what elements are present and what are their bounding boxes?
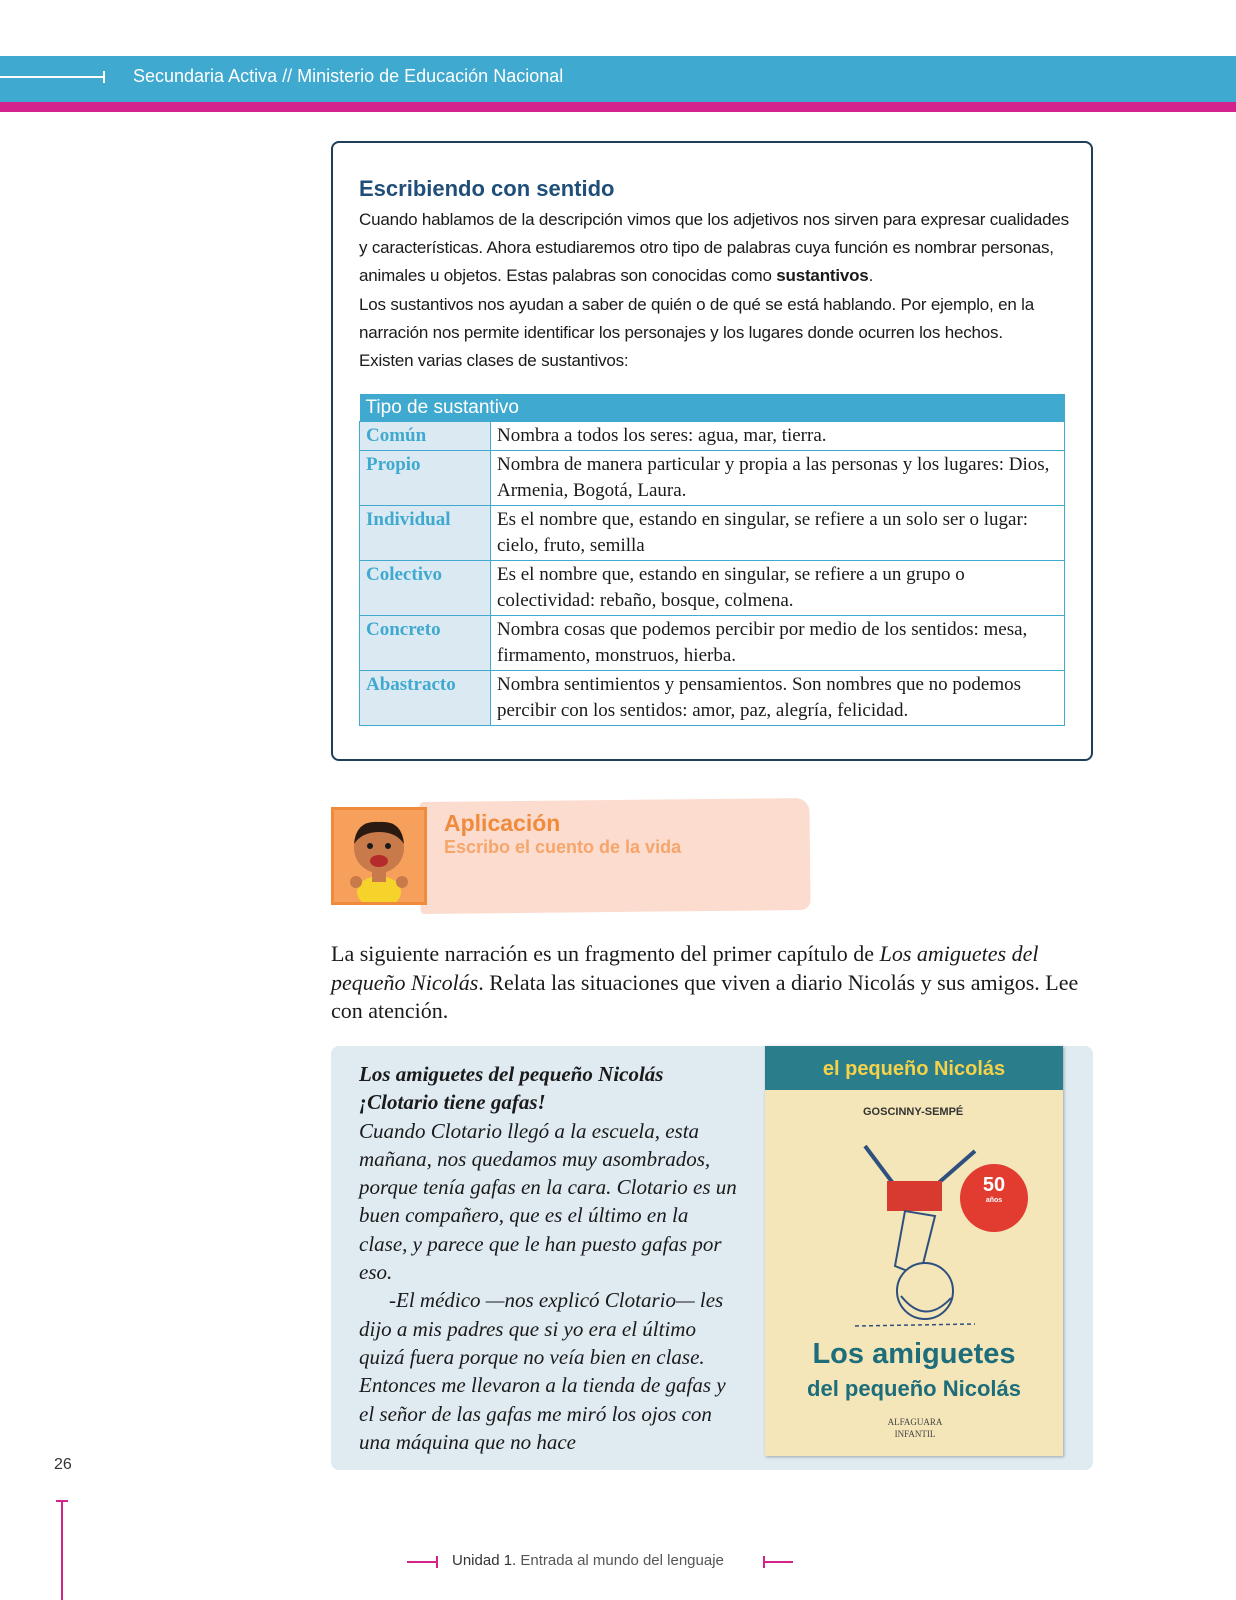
noun-type-cell: Abastracto (360, 671, 491, 726)
footer-rule-left (407, 1561, 437, 1563)
noun-desc-cell: Nombra de manera particular y propia a las personas y los lugares: Dios, Armenia, Bogotá, Laura. (491, 451, 1065, 506)
story-chapter-title: ¡Clotario tiene gafas! (359, 1090, 546, 1115)
badge-number: 50 (982, 1174, 1006, 1196)
noun-desc-cell: Nombra sentimientos y pensamientos. Son nombres que no podemos percibir con los sentidos: amor, paz, alegría, felicidad. (491, 671, 1065, 726)
intro-before: La siguiente narración es un fragmento del primer capítulo de (331, 941, 880, 966)
noun-desc-cell: Nombra cosas que podemos percibir por medio de los sentidos: mesa, firmamento, monstruos, hierba. (491, 616, 1065, 671)
table-row (360, 422, 1065, 451)
noun-desc-cell: Es el nombre que, estando en singular, se refiere a un solo ser o lugar: cielo, fruto, semilla (491, 506, 1065, 561)
story-paragraph-1: Cuando Clotario llegó a la escuela, esta mañana, nos quedamos muy asombrados, porque tenía gafas en la cara. Clotario es un buen compañero, que es el último en la clase, y parece que le han puesto gafas por eso. (359, 1118, 737, 1285)
table-row (360, 616, 1065, 671)
header-rule-tick (103, 71, 105, 83)
p1-text: Cuando hablamos de la descripción vimos que los adjetivos nos sirven para expresar cualidades y características. Ahora estudiaremos otro tipo de palabras cuya función es nombrar personas, animales u objetos. Estas palabras son conocidas como (359, 210, 1069, 286)
book-authors: GOSCINNY-SEMPÉ (863, 1106, 964, 1118)
story-excerpt (359, 1060, 739, 1456)
noun-type-cell: Colectivo (360, 561, 491, 616)
table-row (360, 561, 1065, 616)
header-rule (0, 76, 104, 78)
anniversary-badge (960, 1164, 1028, 1232)
table-row (360, 671, 1065, 726)
badge-label: años (985, 1197, 1003, 1204)
footer-unit-title (452, 1552, 724, 1569)
noun-type-cell: Común (360, 422, 491, 451)
publisher-line-1: ALFAGUARA (887, 1417, 943, 1427)
noun-desc-cell: Nombra a todos los seres: agua, mar, tierra. (491, 422, 1065, 451)
application-title: Aplicación (444, 810, 561, 836)
section-paragraph-2: Los sustantivos nos ayudan a saber de quién o de qué se está hablando. Por ejemplo, en la narración nos permite identificar los personajes y los lugares donde ocurren los hechos. (359, 294, 1034, 342)
book-publisher (880, 1416, 950, 1440)
book-title-line-2: del pequeño Nicolás (807, 1376, 1021, 1401)
p1-end: . (868, 266, 874, 286)
p1-bold-term: sustantivos (776, 266, 869, 286)
table-header-row (360, 394, 1065, 422)
noun-type-cell: Individual (360, 506, 491, 561)
noun-type-cell: Propio (360, 451, 491, 506)
application-subtitle: Escribo el cuento de la vida (444, 837, 682, 857)
footer-rule-left-tick (436, 1556, 438, 1568)
table-header: Tipo de sustantivo (360, 394, 1065, 422)
boy-avatar-icon (331, 807, 427, 905)
book-series-title: el pequeño Nicolás (822, 1058, 1006, 1080)
intro-paragraph (331, 940, 1101, 1026)
header-accent-stripe (0, 102, 1236, 112)
intro-text (331, 940, 1101, 1026)
nicolas-cartwheel-illustration-icon (825, 1126, 1005, 1336)
noun-types-table (359, 394, 1065, 726)
book-title-line-1: Los amiguetes (812, 1338, 1016, 1370)
footer-rule-right (763, 1561, 793, 1563)
intro-after: . Relata las situaciones que viven a diario Nicolás y sus amigos. Lee con atención. (331, 969, 1079, 1023)
section-paragraph-3: Existen varias clases de sustantivos: (359, 351, 629, 371)
story-paragraph-2: -El médico —nos explicó Clotario— les dijo a mis padres que si yo era el último quizá fuera porque no veía bien en clase. Entonces me llevaron a la tienda de gafas y el señor de las gafas me miró los ojos con una máquina que no hace (359, 1288, 726, 1454)
footer-title: Entrada al mundo del lenguaje (516, 1552, 724, 1569)
side-rule (61, 1500, 63, 1600)
header-title: Secundaria Activa // Ministerio de Educación Nacional (133, 66, 564, 86)
noun-type-cell: Concreto (360, 616, 491, 671)
section-title: Escribiendo con sentido (359, 176, 615, 201)
section-paragraph-1 (359, 206, 1074, 291)
page-number: 26 (54, 1456, 72, 1473)
story-title: Los amiguetes del pequeño Nicolás (359, 1062, 664, 1086)
footer-unit: Unidad 1. (452, 1552, 517, 1569)
book-cover-image (765, 1046, 1063, 1456)
table-row (360, 451, 1065, 506)
intro-book-title: Los amiguetes del pequeño Nicolás (331, 941, 1039, 995)
publisher-line-2: INFANTIL (894, 1429, 936, 1439)
section-body (359, 206, 1074, 375)
table-row (360, 506, 1065, 561)
noun-desc-cell: Es el nombre que, estando en singular, se refiere a un grupo o colectividad: rebaño, bosque, colmena. (491, 561, 1065, 616)
